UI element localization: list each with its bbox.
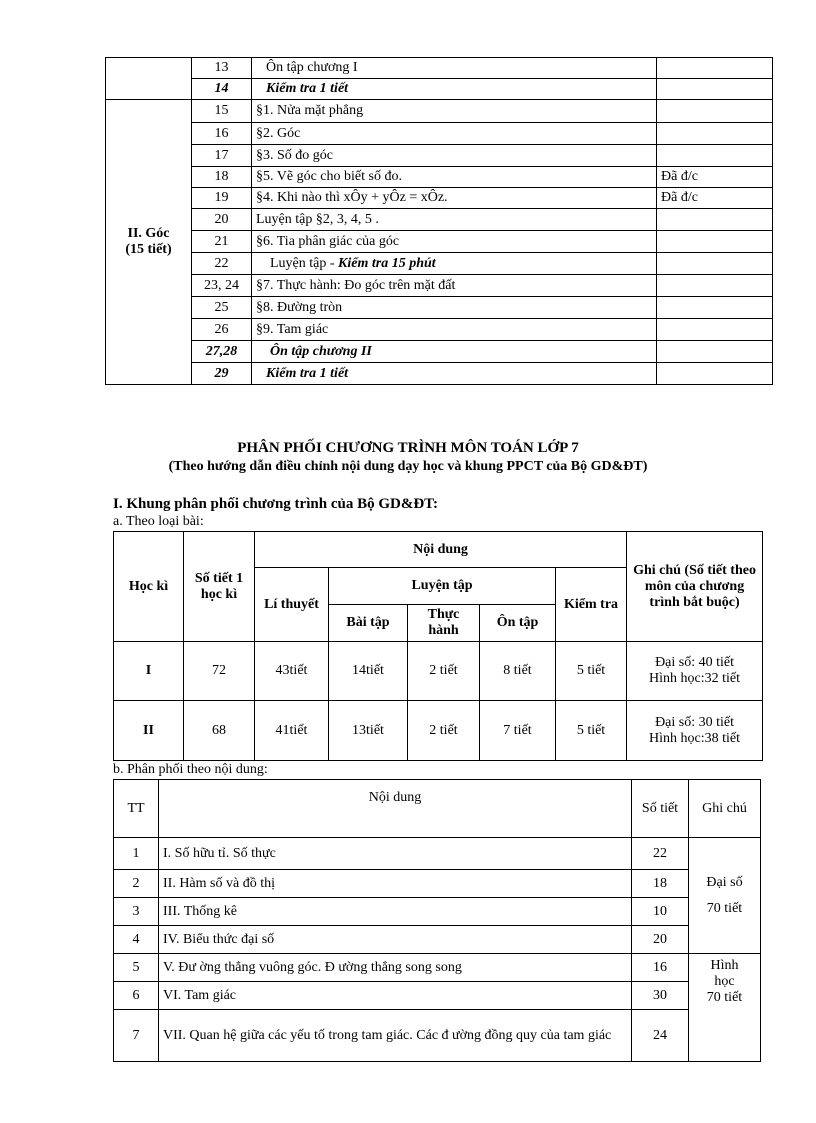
- group-note-geometry: Hình học 70 tiết: [689, 954, 761, 1062]
- table-row: 3 III. Thống kê 10: [114, 898, 761, 926]
- table-row: II 68 41tiết 13tiết 2 tiết 7 tiết 5 tiết Đại số: 30 tiết Hình học:38 tiết: [114, 701, 763, 761]
- table-row: II. Góc (15 tiết) 15 §1. Nửa mặt phẳng: [106, 100, 773, 123]
- table-row: 4 IV. Biểu thức đại số 20: [114, 926, 761, 954]
- table-row: 13 Ôn tập chương I: [106, 58, 773, 79]
- table-row: 1 I. Số hữu tỉ. Số thực 22 Đại số 70 tiết: [114, 838, 761, 870]
- lesson-plan-table: [105, 57, 773, 385]
- page-title: PHÂN PHỐI CHƯƠNG TRÌNH MÔN TOÁN LỚP 7: [237, 440, 579, 456]
- section-sub-b: b. Phân phối theo nội dung:: [113, 762, 268, 777]
- table-row: Học kì Số tiết 1 học kì Nội dung Ghi chú (Số tiết theo môn của chương trình bắt buộc): [114, 532, 763, 568]
- table-row: I 72 43tiết 14tiết 2 tiết 8 tiết 5 tiết Đại số: 40 tiết Hình học:32 tiết: [114, 642, 763, 701]
- table-row: 27,28 Ôn tập chương II: [106, 341, 773, 363]
- table-row: 22 Luyện tập - Kiểm tra 15 phút: [106, 253, 773, 275]
- section-title: I. Khung phân phối chương trình của Bộ GD&ĐT:: [113, 496, 439, 512]
- table-row: 26 §9. Tam giác: [106, 319, 773, 341]
- table-row: TT Nội dung Số tiết Ghi chú: [114, 780, 761, 838]
- group-note-algebra: Đại số 70 tiết: [689, 838, 761, 954]
- section-sub-a: a. Theo loại bài:: [113, 514, 204, 529]
- table-row: Bài tập Thực hành Ôn tập: [114, 605, 763, 642]
- lesson-type-table: [113, 531, 763, 761]
- table-row: Lí thuyết Luyện tập Kiểm tra: [114, 568, 763, 605]
- table-row: 5 V. Đư ờng thẳng vuông góc. Đ ường thẳng song song 16 Hình học 70 tiết: [114, 954, 761, 982]
- table-row: 25 §8. Đường tròn: [106, 297, 773, 319]
- table-row: 19 §4. Khi nào thì xÔy + yÔz = xÔz. Đã đ/c: [106, 188, 773, 209]
- table-row: 2 II. Hàm số và đồ thị 18: [114, 870, 761, 898]
- table-row: 29 Kiểm tra 1 tiết: [106, 363, 773, 385]
- content-distribution-table: [113, 779, 761, 1062]
- table-row: 16 §2. Góc: [106, 123, 773, 145]
- table-row: 14 Kiểm tra 1 tiết: [106, 79, 773, 100]
- table-row: 7 VII. Quan hệ giữa các yếu tố trong tam giác. Các đ ường đồng quy của tam giác 24: [114, 1010, 761, 1062]
- chapter-2-cell: II. Góc (15 tiết): [106, 100, 192, 385]
- table-row: 6 VI. Tam giác 30: [114, 982, 761, 1010]
- table-row: 17 §3. Số đo góc: [106, 145, 773, 167]
- page-subtitle: (Theo hướng dẫn điều chỉnh nội dung dạy học và khung PPCT của Bộ GD&ĐT): [168, 459, 648, 474]
- table-row: 21 §6. Tia phân giác của góc: [106, 231, 773, 253]
- table-row: 20 Luyện tập §2, 3, 4, 5 .: [106, 209, 773, 231]
- table-row: 18 §5. Vẽ góc cho biết số đo. Đã đ/c: [106, 167, 773, 188]
- table-row: 23, 24 §7. Thực hành: Đo góc trên mặt đất: [106, 275, 773, 297]
